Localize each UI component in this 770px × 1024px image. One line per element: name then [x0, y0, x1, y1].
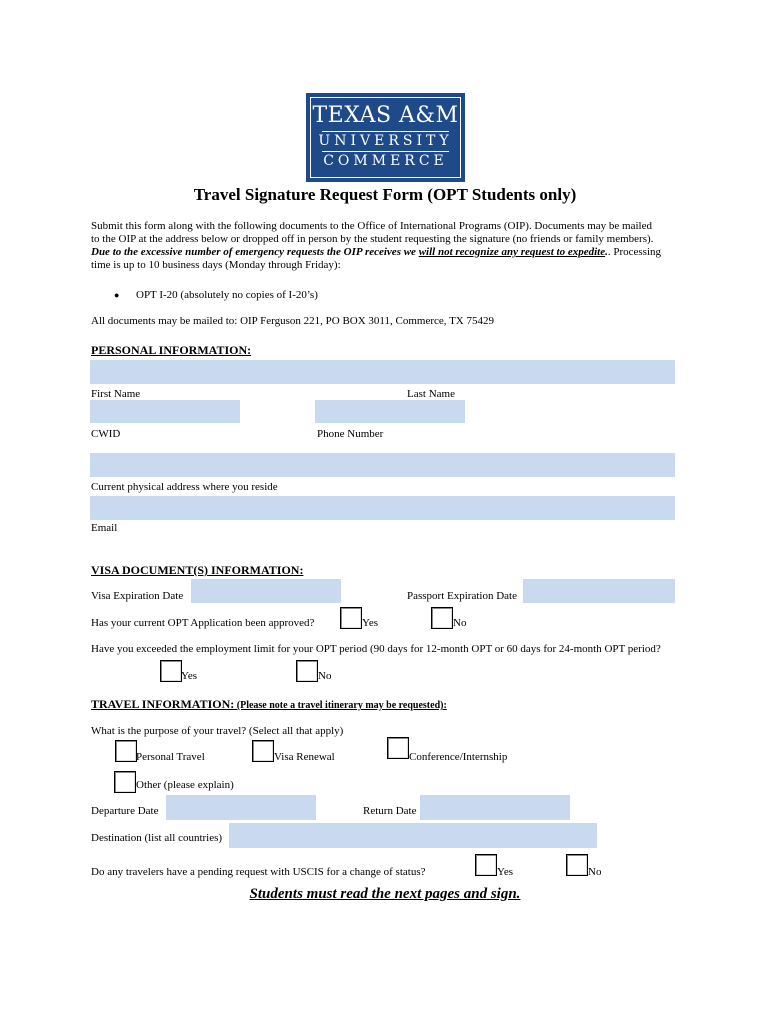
personal-info-heading: PERSONAL INFORMATION:: [91, 343, 252, 357]
conference-checkbox[interactable]: [387, 737, 409, 759]
logo-line-2: UNIVERSITY: [318, 133, 453, 149]
opt-approved-yes-label: Yes: [362, 617, 379, 629]
cwid-label: CWID: [91, 428, 121, 440]
footer-instruction: Students must read the next pages and sign.: [249, 886, 521, 902]
intro-no-expedite: will not recognize any request to expedite: [418, 246, 606, 258]
employment-limit-no-label: No: [318, 670, 332, 682]
visa-expiration-field[interactable]: [191, 579, 341, 603]
departure-date-label: Departure Date: [91, 805, 159, 817]
departure-date-field[interactable]: [166, 795, 316, 820]
intro-line-1: Submit this form along with the following documents to the Office of International Programs (OIP). Documents may be mailed: [91, 220, 652, 232]
employment-limit-no-checkbox[interactable]: [296, 660, 318, 682]
uscis-no-label: No: [588, 866, 602, 878]
visa-info-heading: VISA DOCUMENT(S) INFORMATION:: [91, 563, 304, 577]
uscis-yes-checkbox[interactable]: [475, 854, 497, 876]
address-field[interactable]: [90, 453, 675, 477]
email-field[interactable]: [90, 496, 675, 520]
uscis-no-checkbox[interactable]: [566, 854, 588, 876]
visa-renewal-label: Visa Renewal: [274, 751, 335, 763]
conference-label: Conference/Internship: [409, 751, 508, 763]
phone-field[interactable]: [315, 400, 465, 423]
travel-heading-main: TRAVEL INFORMATION:: [91, 697, 235, 711]
employment-limit-question: Have you exceeded the employment limit for your OPT period (90 days for 12-month OPT or 60 days for 24-month OPT period?: [91, 643, 661, 655]
passport-expiration-field[interactable]: [523, 579, 675, 603]
opt-approved-no-checkbox[interactable]: [431, 607, 453, 629]
employment-limit-yes-checkbox[interactable]: [160, 660, 182, 682]
travel-heading-note: (Please note a travel itinerary may be requested):: [234, 700, 447, 711]
intro-line-4: time is up to 10 business days (Monday through Friday):: [91, 259, 341, 271]
intro-line-3: [91, 246, 691, 259]
destination-label: Destination (list all countries): [91, 832, 223, 844]
opt-approved-yes-checkbox[interactable]: [340, 607, 362, 629]
form-title: Travel Signature Request Form (OPT Students only): [193, 185, 577, 204]
visa-renewal-checkbox[interactable]: [252, 740, 274, 762]
mail-address-line: All documents may be mailed to: OIP Ferguson 221, PO BOX 3011, Commerce, TX 75429: [91, 315, 494, 327]
name-field[interactable]: [90, 360, 675, 384]
first-name-label: First Name: [91, 388, 141, 400]
phone-label: Phone Number: [317, 428, 384, 440]
bullet-icon: ●: [114, 290, 120, 300]
travel-info-heading: [91, 697, 447, 712]
employment-limit-yes-label: Yes: [181, 670, 198, 682]
cwid-field[interactable]: [90, 400, 240, 423]
other-purpose-label: Other (please explain): [136, 779, 234, 791]
intro-line-3-end: . Processing: [607, 246, 662, 258]
logo-line-1: TEXAS A&M: [312, 103, 459, 128]
passport-expiration-label: Passport Expiration Date: [407, 590, 517, 602]
opt-approved-no-label: No: [453, 617, 467, 629]
university-logo: [306, 93, 465, 182]
logo-line-3: COMMERCE: [323, 153, 448, 169]
intro-line-2: to the OIP at the address below or dropped off in person by the student requesting the signature (no friends or family members).: [91, 233, 654, 245]
bullet-item: OPT I-20 (absolutely no copies of I-20’s): [136, 289, 318, 301]
intro-paragraph: [91, 220, 691, 272]
visa-expiration-label: Visa Expiration Date: [91, 590, 184, 602]
destination-field[interactable]: [229, 823, 597, 848]
personal-travel-label: Personal Travel: [136, 751, 205, 763]
return-date-field[interactable]: [420, 795, 570, 820]
uscis-yes-label: Yes: [497, 866, 514, 878]
email-label: Email: [91, 522, 118, 534]
intro-line-3-period: .: [605, 246, 608, 258]
opt-approved-question: Has your current OPT Application been approved?: [91, 617, 315, 629]
intro-warning: Due to the excessive number of emergency requests the OIP receives we: [91, 246, 419, 258]
other-purpose-checkbox[interactable]: [114, 771, 136, 793]
uscis-question: Do any travelers have a pending request with USCIS for a change of status?: [91, 866, 426, 878]
return-date-label: Return Date: [363, 805, 417, 817]
travel-purpose-question: What is the purpose of your travel? (Select all that apply): [91, 725, 344, 737]
last-name-label: Last Name: [407, 388, 455, 400]
personal-travel-checkbox[interactable]: [115, 740, 137, 762]
address-label: Current physical address where you reside: [91, 481, 278, 493]
